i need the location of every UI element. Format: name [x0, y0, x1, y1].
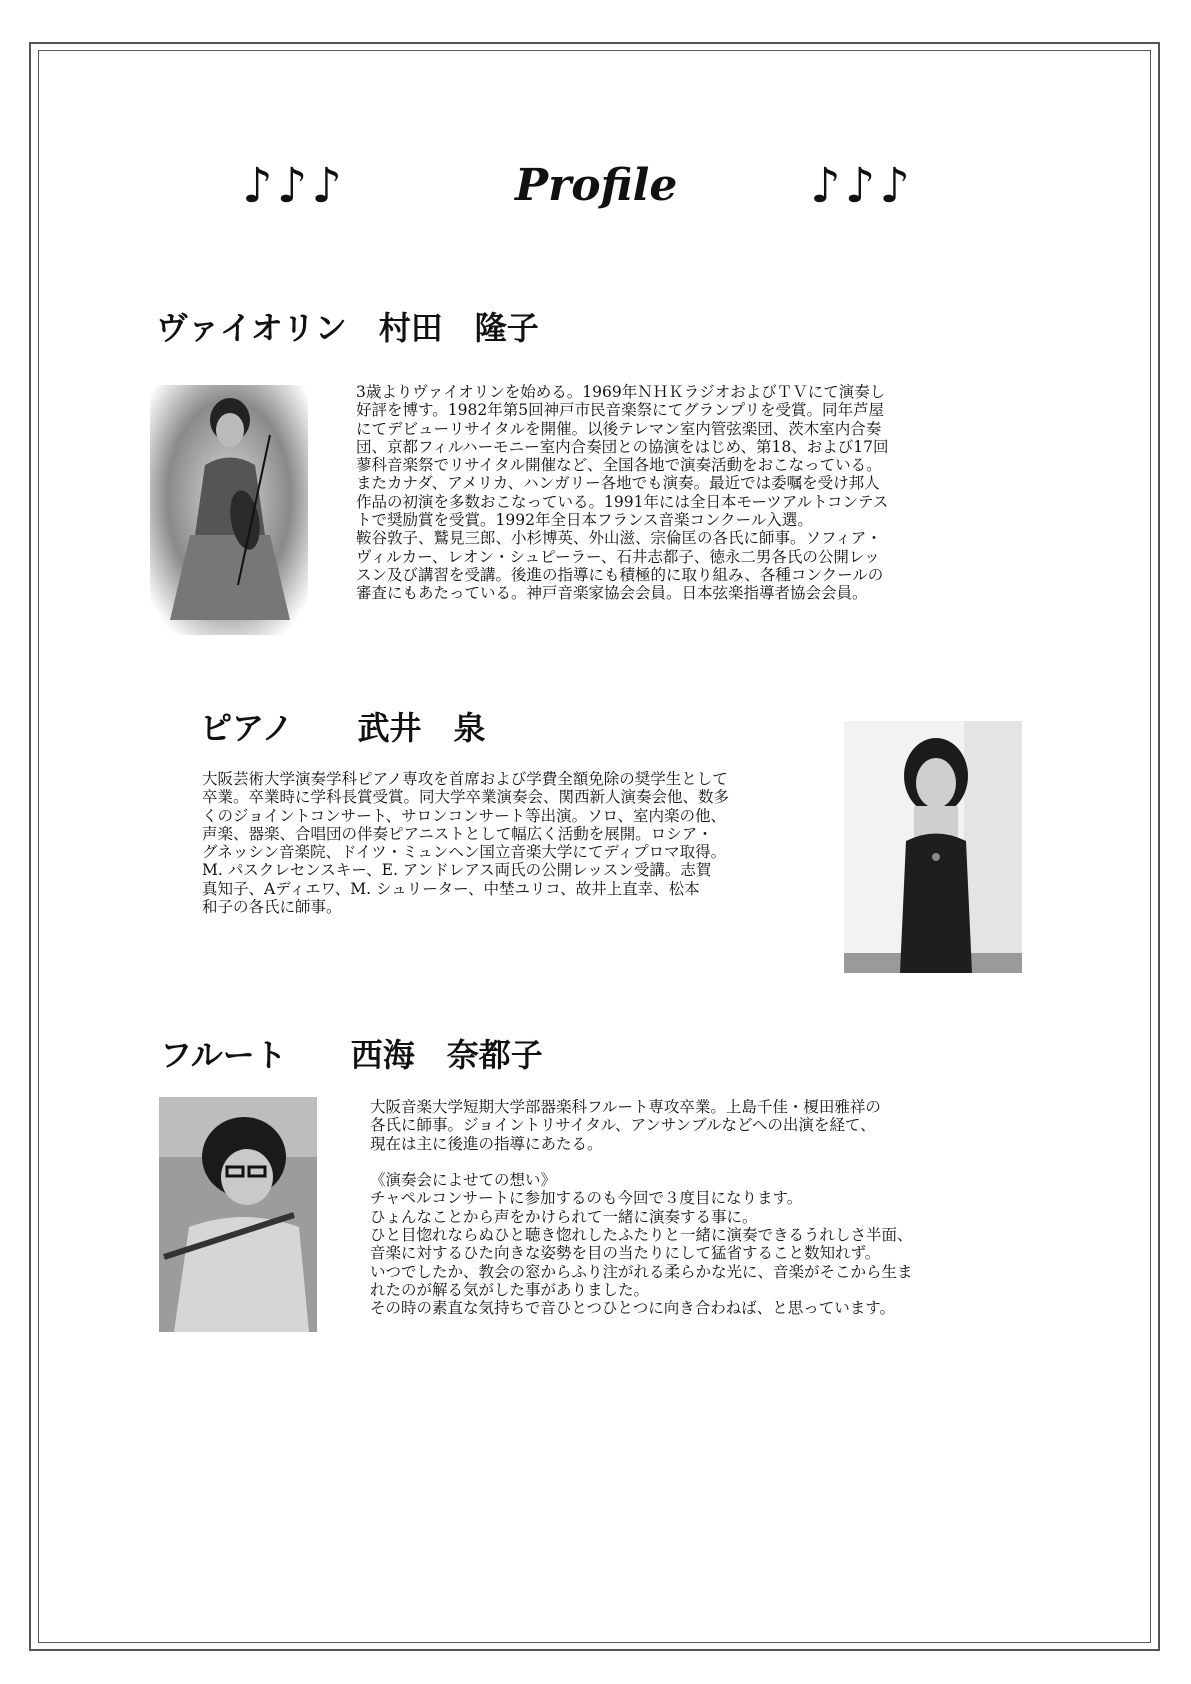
- music-notes-left: ♪♪♪: [242, 158, 346, 214]
- piano-heading: ピアノ 武井 泉: [200, 709, 486, 747]
- piano-bio: 大阪芸術大学演奏学科ピアノ専攻を首席および学費全額免除の奨学生として 卒業。卒業時に学科長賞受賞。同大学卒業演奏会、関西新人演奏会他、数多 くのジョイントコンサート、サロンコンサート等出演。ソロ、室内楽の他、 声楽、器楽、合唱団の伴奏ピアニストとして幅広く活動を展開。ロシア・ グネッシン音楽院、ドイツ・ミュンヘン国立音楽大学にてディプロマ取得。 M. パスクレセンスキー、E. アンドレアス両氏の公開レッスン受講。志賀 真知子、Aディエワ、M. シュリーター、中埜ユリコ、故井上直幸、松本 和子の各氏に師事。: [202, 770, 730, 917]
- violinist-photo: [150, 385, 308, 635]
- violin-bio: 3歳よりヴァイオリンを始める。1969年ＮＨＫラジオおよびＴＶにて演奏し 好評を博す。1982年第5回神戸市民音楽祭にてグランプリを受賞。同年芦屋 にてデビューリサイタルを開催。以後テレマン室内管弦楽団、茨木室内合奏 団、京都フィルハーモニー室内合奏団との協演をはじめ、第18、および17回 蓼科音楽祭でリサイタル開催など、全国各地で演奏活動をおこなっている。 またカナダ、アメリカ、ハンガリー各地でも演奏。最近では委嘱を受け邦人 作品の初演を多数おこなっている。1991年には全日本モーツアルトコンテス トで奨励賞を受賞。1992年全日本フランス音楽コンクール入選。 鞍谷敦子、鷲見三郎、小杉博英、外山滋、宗倫匡の各氏に師事。ソフィア・ ヴィルカー、レオン・シュピーラー、石井志都子、徳永二男各氏の公開レッ スン及び講習を受講。後進の指導にも積極的に取り組み、各種コンクールの 審査にもあたっている。神戸音楽家協会会員。日本弦楽指導者協会会員。: [356, 383, 889, 603]
- music-notes-right: ♪♪♪: [810, 158, 914, 214]
- violin-heading: ヴァイオリン 村田 隆子: [156, 309, 539, 347]
- pianist-photo: [844, 721, 1022, 973]
- flute-heading: フルート 西海 奈都子: [160, 1036, 543, 1074]
- flute-bio: 大阪音楽大学短期大学部器楽科フルート専攻卒業。上島千佳・榎田雅祥の 各氏に師事。ジョイントリサイタル、アンサンブルなどへの出演を経て、 現在は主に後進の指導にあたる。 《演奏会によせての想い》 チャペルコンサートに参加するのも今回で３度目になります。 ひょんなことから声をかけられて一緒に演奏する事に。 ひと目惚れならぬひと聴き惚れしたふたりと一緒に演奏できるうれしさ半面、 音楽に対するひた向きな姿勢を目の当たりにして猛省すること数知れず。 いつでしたか、教会の窓からふり注がれる柔らかな光に、音楽がそこから生ま れたのが解る気がした事がありました。 その時の素直な気持ちで音ひとつひとつに向き合わねば、と思っています。: [370, 1098, 913, 1318]
- page-title: Profile: [515, 160, 678, 211]
- flutist-photo: [159, 1097, 317, 1332]
